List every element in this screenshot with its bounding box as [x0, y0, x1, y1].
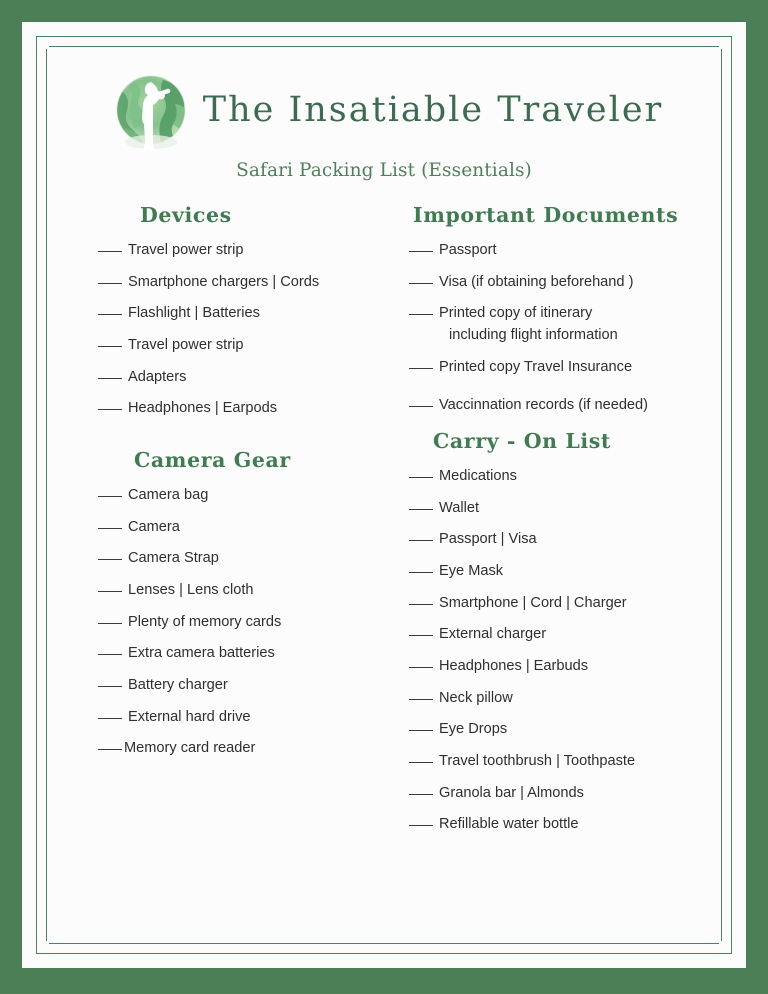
list-item[interactable] — [98, 549, 401, 568]
item-label-line2: including flight information — [449, 327, 618, 344]
right-column — [401, 203, 712, 847]
checkbox-blank-line[interactable] — [409, 540, 433, 541]
list-item[interactable] — [409, 720, 712, 739]
list-item[interactable] — [409, 241, 712, 260]
checkbox-blank-line[interactable] — [409, 762, 433, 763]
list-item[interactable] — [409, 689, 712, 708]
checkbox-blank-line[interactable] — [409, 794, 433, 795]
item-label: Smartphone chargers | Cords — [128, 273, 320, 290]
item-label: Memory card reader — [124, 740, 256, 757]
list-item[interactable] — [409, 657, 712, 676]
page-title: The Insatiable Traveler — [202, 89, 664, 130]
content-sheet — [56, 56, 712, 934]
brand-row — [105, 70, 664, 156]
checkbox-blank-line[interactable] — [409, 572, 433, 573]
list-item[interactable] — [98, 613, 401, 632]
frame-weave-patch — [719, 46, 731, 49]
list-item[interactable] — [98, 304, 401, 323]
page-subtitle: Safari Packing List (Essentials) — [236, 160, 532, 181]
watercolor-globe-photographer-logo-icon — [105, 70, 197, 156]
checkbox-blank-line[interactable] — [98, 496, 122, 497]
checkbox-blank-line[interactable] — [98, 251, 122, 252]
list-item[interactable] — [409, 815, 712, 834]
list-item[interactable] — [409, 594, 712, 613]
item-label: Granola bar | Almonds — [439, 784, 584, 801]
left-column — [56, 203, 401, 847]
checkbox-blank-line[interactable] — [409, 509, 433, 510]
checkbox-blank-line[interactable] — [98, 749, 122, 750]
checkbox-blank-line[interactable] — [409, 251, 433, 252]
item-label: Plenty of memory cards — [128, 613, 282, 630]
checklist-important-documents — [409, 241, 712, 415]
item-label: Smartphone | Cord | Charger — [439, 594, 627, 611]
item-label: Visa (if obtaining beforehand ) — [439, 273, 634, 290]
printable-page — [22, 22, 746, 968]
page-header — [56, 56, 712, 181]
list-item[interactable] — [98, 644, 401, 663]
checkbox-blank-line[interactable] — [98, 283, 122, 284]
checklist-devices — [98, 241, 401, 418]
list-item[interactable] — [98, 486, 401, 505]
item-label: Flashlight | Batteries — [128, 305, 260, 322]
checkbox-blank-line[interactable] — [409, 604, 433, 605]
checkbox-blank-line[interactable] — [409, 368, 433, 369]
checkbox-blank-line[interactable] — [98, 559, 122, 560]
item-label: Neck pillow — [439, 689, 513, 706]
checklist-columns — [56, 203, 712, 847]
list-item[interactable] — [98, 336, 401, 355]
section-title-carry-on-list: Carry - On List — [433, 429, 612, 454]
checkbox-blank-line[interactable] — [98, 718, 122, 719]
checkbox-blank-line[interactable] — [409, 730, 433, 731]
frame-weave-patch — [37, 941, 49, 944]
item-label: Wallet — [439, 499, 480, 516]
list-item[interactable] — [409, 467, 712, 486]
item-label: Eye Drops — [439, 721, 508, 738]
item-label: Camera bag — [128, 487, 209, 504]
list-item[interactable] — [98, 708, 401, 727]
checkbox-blank-line[interactable] — [409, 635, 433, 636]
item-label: Medications — [439, 468, 517, 485]
item-label: Battery charger — [128, 677, 228, 694]
section-title-important-documents: Important Documents — [413, 203, 679, 227]
section-title-devices: Devices — [140, 203, 232, 227]
item-label: External charger — [439, 626, 547, 643]
list-item[interactable] — [409, 499, 712, 518]
checkbox-blank-line[interactable] — [98, 591, 122, 592]
checkbox-blank-line[interactable] — [409, 825, 433, 826]
checkbox-blank-line[interactable] — [409, 667, 433, 668]
list-item[interactable] — [409, 752, 712, 771]
checkbox-blank-line[interactable] — [409, 699, 433, 700]
section-title-camera-gear: Camera Gear — [134, 448, 291, 473]
item-label: Adapters — [128, 368, 187, 385]
frame-weave-patch — [719, 941, 731, 944]
item-label: Vaccinnation records (if needed) — [439, 397, 649, 414]
list-item[interactable] — [98, 273, 401, 292]
list-item[interactable] — [409, 358, 712, 377]
item-label: Passport — [439, 242, 497, 258]
item-label: Passport | Visa — [439, 531, 537, 548]
list-item[interactable] — [98, 241, 401, 260]
item-label: Extra camera batteries — [128, 645, 275, 662]
item-label: Printed copy Travel Insurance — [439, 358, 633, 375]
list-item[interactable] — [98, 399, 401, 418]
list-item[interactable] — [409, 562, 712, 581]
list-item[interactable] — [409, 530, 712, 549]
checkbox-blank-line[interactable] — [98, 686, 122, 687]
item-label: Travel power strip — [128, 337, 244, 354]
frame-weave-patch — [37, 46, 49, 49]
list-item[interactable] — [98, 581, 401, 600]
checkbox-blank-line[interactable] — [98, 623, 122, 624]
item-label: Headphones | Earbuds — [439, 658, 589, 675]
checklist-carry-on — [409, 467, 712, 834]
checkbox-blank-line[interactable] — [409, 283, 433, 284]
list-item[interactable] — [98, 739, 401, 758]
checkbox-blank-line[interactable] — [409, 314, 433, 315]
item-label: Headphones | Earpods — [128, 400, 278, 417]
list-item[interactable] — [409, 625, 712, 644]
item-label: Travel toothbrush | Toothpaste — [439, 753, 636, 770]
item-label: Camera — [128, 518, 180, 535]
item-label: External hard drive — [128, 708, 251, 725]
checkbox-blank-line[interactable] — [98, 654, 122, 655]
checkbox-blank-line[interactable] — [98, 378, 122, 379]
checkbox-blank-line[interactable] — [98, 528, 122, 529]
checkbox-blank-line[interactable] — [98, 314, 122, 315]
item-label: Lenses | Lens cloth — [128, 582, 254, 599]
item-label: Camera Strap — [128, 550, 219, 567]
list-item[interactable] — [98, 368, 401, 387]
item-label: Printed copy of itinerary — [439, 305, 593, 322]
item-label: Refillable water bottle — [439, 816, 579, 833]
item-label: Travel power strip — [128, 242, 244, 258]
checkbox-blank-line[interactable] — [98, 409, 122, 410]
checklist-camera-gear — [98, 486, 401, 758]
list-item[interactable] — [409, 304, 712, 344]
list-item[interactable] — [409, 784, 712, 803]
checkbox-blank-line[interactable] — [409, 477, 433, 478]
checkbox-blank-line[interactable] — [409, 406, 433, 407]
checkbox-blank-line[interactable] — [98, 346, 122, 347]
item-label: Eye Mask — [439, 563, 504, 580]
list-item[interactable] — [98, 518, 401, 537]
list-item[interactable] — [409, 396, 712, 415]
list-item[interactable] — [98, 676, 401, 695]
list-item[interactable] — [409, 273, 712, 292]
